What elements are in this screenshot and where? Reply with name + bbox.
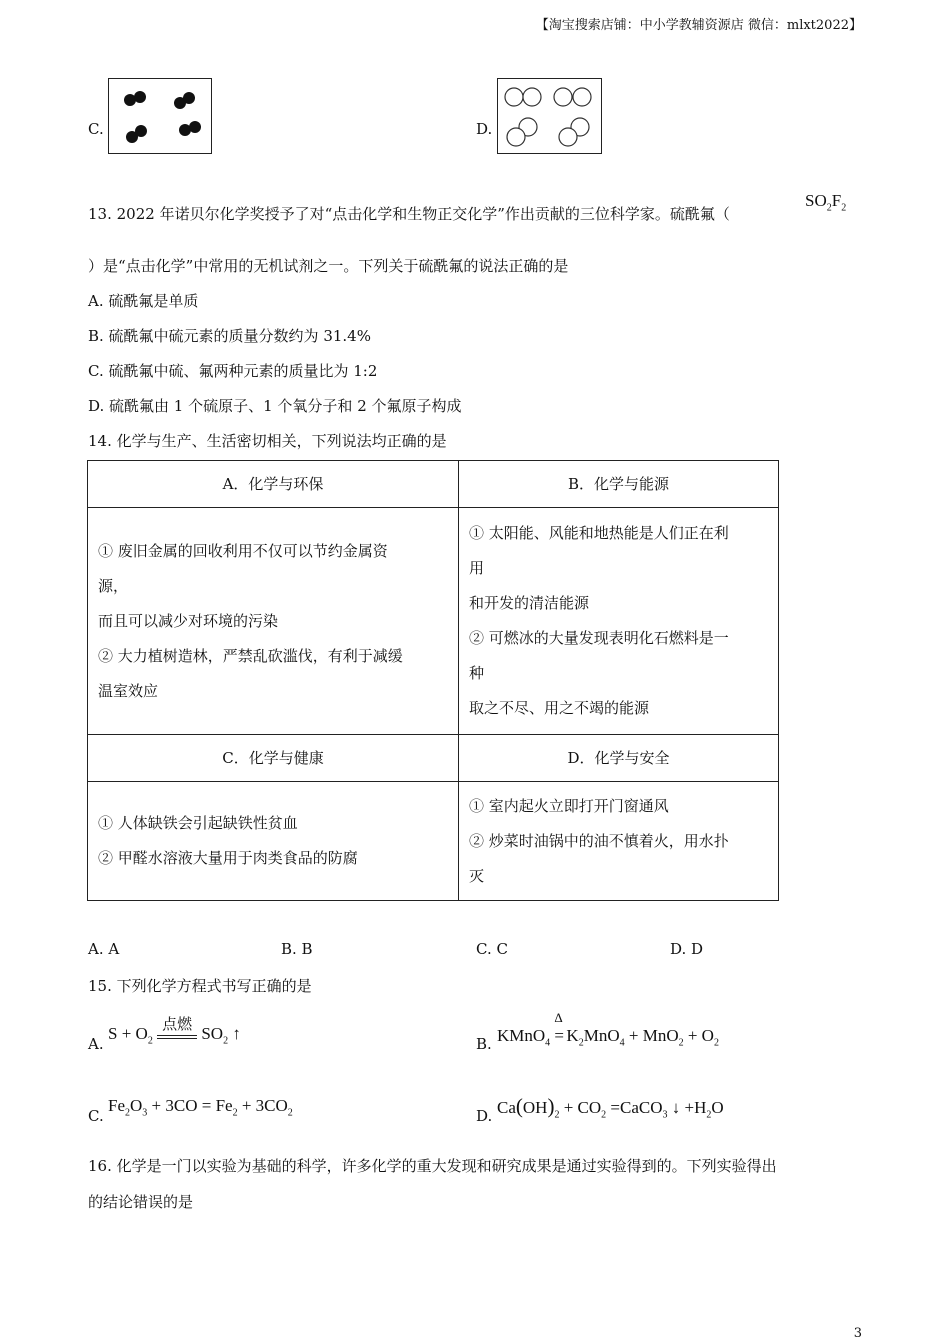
q15-equation-a: $S + O_2$ 点燃 $SO_2$ ↑ (108, 1015, 241, 1047)
q15-equation-d: $Ca(OH)_2 + CO_2$ =CaCO$_3$ ↓ $+H_2O$ (497, 1094, 724, 1121)
q13-formula: $SO_2F_2$ (805, 191, 847, 214)
cell-d-line: ② 炒菜时油锅中的油不慎着火，用水扑 (469, 831, 729, 850)
q15-label-b: B. (476, 1035, 492, 1053)
condition-ignite: 点燃 (162, 1015, 193, 1033)
q15-equation-c: $Fe_2O_3 + 3CO = Fe_2 + 3CO_2$ (108, 1096, 293, 1119)
cell-b-line: 取之不尽、用之不竭的能源 (469, 699, 650, 717)
condition-heat: Δ (554, 1010, 563, 1025)
cell-c-line: ② 甲醛水溶液大量用于肉类食品的防腐 (98, 849, 358, 867)
cell-a-line: 而且可以减少对环境的污染 (98, 611, 279, 630)
option-c-label: C. (88, 120, 104, 138)
q16-stem-line2: 的结论错误的是 (88, 1193, 194, 1211)
q14-answer-a: A. A (88, 940, 120, 958)
cell-a-line: ① 废旧金属的回收利用不仅可以节约金属资 (98, 541, 388, 560)
q15-label-a: A. (88, 1035, 104, 1053)
q15-stem: 15. 下列化学方程式书写正确的是 (88, 977, 312, 995)
particle-diagram-c (108, 78, 212, 154)
cell-a-head: A．化学与环保 (88, 461, 459, 508)
particle-diagram-d (497, 78, 602, 154)
cell-a-line: 温室效应 (98, 681, 159, 700)
q15-label-c: C. (88, 1107, 104, 1125)
q15-label-d: D. (476, 1107, 493, 1125)
q13-option-d: D. 硫酰氟由 1 个硫原子、1 个氧分子和 2 个氟原子构成 (88, 397, 462, 415)
cell-b-line: 和开发的清洁能源 (469, 594, 590, 612)
option-d-label: D. (476, 120, 493, 138)
q13-stem-line2: ）是“点击化学”中常用的无机试剂之一。下列关于硫酰氟的说法正确的是 (88, 257, 569, 275)
q13-option-a: A. 硫酰氟是单质 (88, 292, 199, 310)
q14-answer-c: C. C (476, 940, 508, 958)
cell-b-line: 用 (469, 559, 485, 577)
q13-stem-line1: 13. 2022 年诺贝尔化学奖授予了对“点击化学和生物正交化学”作出贡献的三位科学家。硫酰氟（ (88, 205, 730, 223)
cell-b-line: ② 可燃冰的大量发现表明化石燃料是一 (469, 629, 729, 647)
q13-option-b: B. 硫酰氟中硫元素的质量分数约为 31.4% (88, 327, 371, 345)
q15-equation-b: KMnO$_4$ Δ = $K_2MnO_4 + MnO_2 + O_2$ (497, 1010, 719, 1049)
cell-b-line: 种 (469, 664, 485, 682)
cell-d-head: D．化学与安全 (459, 735, 779, 782)
cell-c-line: ① 人体缺铁会引起缺铁性贫血 (98, 814, 298, 832)
cell-d-line: ① 室内起火立即打开门窗通风 (469, 796, 669, 815)
cell-a-line: ② 大力植树造林，严禁乱砍滥伐，有利于减缓 (98, 646, 403, 665)
white-particles-icon (498, 79, 601, 153)
cell-b-head: B．化学与能源 (459, 461, 779, 508)
cell-a-body (88, 508, 459, 735)
cell-c-body (88, 782, 459, 901)
black-particles-icon (109, 79, 211, 153)
cell-b-body (459, 508, 779, 735)
q14-answer-b: B. B (281, 940, 313, 958)
q14-answer-d: D. D (670, 940, 704, 958)
q14-stem: 14. 化学与生产、生活密切相关，下列说法均正确的是 (88, 432, 447, 450)
page-number: 3 (853, 1326, 862, 1341)
q16-stem-line1: 16. 化学是一门以实验为基础的科学，许多化学的重大发现和研究成果是通过实验得到的。下列实验得出 (88, 1157, 777, 1175)
q14-table (87, 460, 779, 901)
cell-c-head: C．化学与健康 (88, 735, 459, 782)
cell-d-body (459, 782, 779, 901)
cell-d-line: 灭 (469, 866, 485, 885)
q13-option-c: C. 硫酰氟中硫、氟两种元素的质量比为 1:2 (88, 362, 378, 380)
cell-a-line: 源， (98, 576, 129, 595)
page-header: 【淘宝搜索店铺：中小学教辅资源店 微信：mlxt2022】 (535, 18, 862, 33)
cell-b-line: ① 太阳能、风能和地热能是人们正在利 (469, 524, 729, 542)
